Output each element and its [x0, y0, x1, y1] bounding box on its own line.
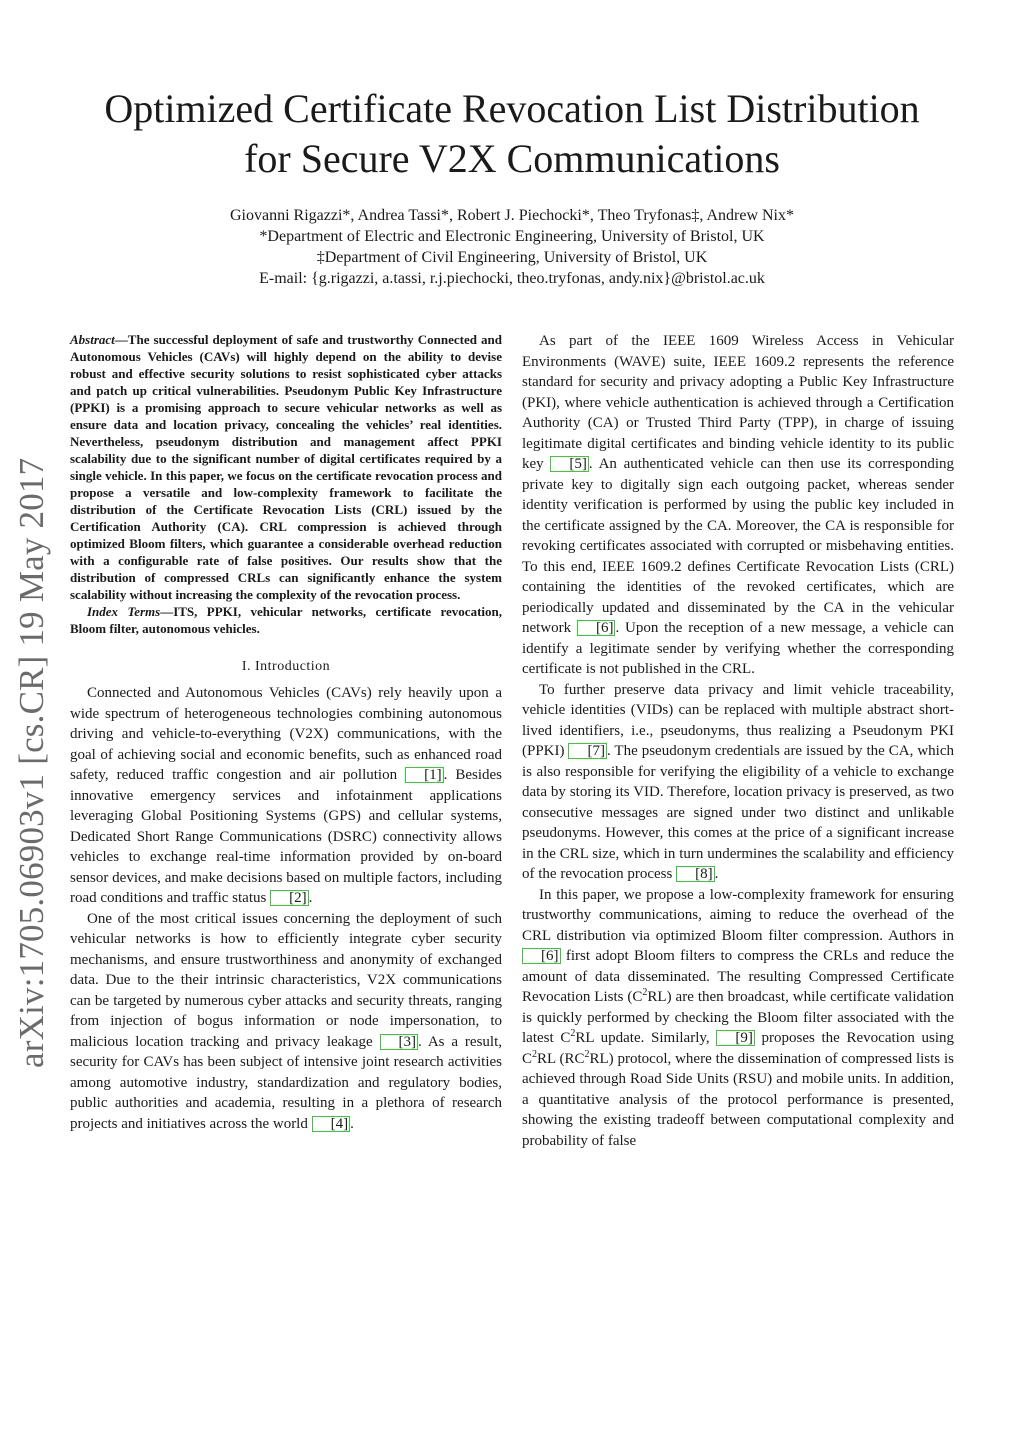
superscript-2: 2 [570, 1028, 576, 1039]
affiliation-2: ‡Department of Civil Engineering, University of Bristol, UK [316, 249, 708, 266]
abstract [70, 331, 502, 603]
intro-paragraph-3 [522, 331, 954, 680]
citation-link-7[interactable]: [7] [568, 743, 607, 759]
intro-p2-end: . [350, 1115, 354, 1132]
left-column [70, 331, 502, 1134]
citation-link-6[interactable]: [6] [577, 620, 616, 636]
intro-p2-text-a: One of the most critical issues concerning the deployment of such vehicular networks is how to efficiently integrate cyber security mechanisms, and ensure trustworthiness and anonymity of exchanged data. Due to the their intrinsic characteristics, V2X communications can be targeted by numerous cyber attacks and security threats, ranging from injection of bogus information or node impersonation, to malicious location tracking and privacy leakage [70, 910, 502, 1050]
citation-link-2[interactable]: [2] [270, 890, 309, 906]
index-terms [70, 603, 502, 637]
p5-text-g: RL) protocol, where the dissemination of compressed lists is achieved through Road Side Units (RSU) and mobile units. In addition, a quantitative analysis of the protocol performance is presented, showing the existing tradeoff between computational complexity and probability of false [522, 1050, 954, 1149]
abstract-text: —The successful deployment of safe and trustworthy Connected and Autonomous Vehicles (CAVs) will highly depend on the ability to devise robust and effective security solutions to resist sophisticated cyber attacks and patch up critical vulnerabilities. Pseudonym Public Key Infrastructure (PPKI) is a promising approach to secure vehicular networks as well as ensure data and location privacy, concealing the vehicles’ real identities. Nevertheless, pseudonym distribution and management affect PPKI scalability due to the significant number of digital certificates required by a single vehicle. In this paper, we focus on the certificate revocation process and propose a versatile and low-complexity framework to facilitate the distribution of the Certificate Revocation Lists (CRL) issued by the Certification Authority (CA). CRL compression is achieved through optimized Bloom filters, which guarantee a considerable overhead reduction with a configurable rate of false positives. Our results show that the distribution of compressed CRLs can significantly enhance the system scalability without increasing the complexity of the revocation process. [70, 332, 502, 602]
p3-text-a: As part of the IEEE 1609 Wireless Access in Vehicular Environments (WAVE) suite, IEEE 1609.2 represents the reference standard for security and privacy adopting a Public Key Infrastructure (PKI), where vehicle authentication is achieved through a Certification Authority (CA) or Trusted Third Party (TPP), in charge of issuing legitimate digital certificates and binding vehicle identity to its public key [522, 333, 954, 472]
intro-p1-end: . [308, 890, 313, 906]
title-line-2: for Secure V2X Communications [244, 136, 780, 181]
p5-text-d: RL update. Similarly, [575, 1030, 717, 1046]
p5-text-c: RL) are then broadcast, while certificate validation is quickly performed by checking the Bloom filter associated with the latest C [522, 989, 954, 1046]
section-heading-introduction: I. Introduction [241, 659, 331, 674]
p4-text-b: . The pseudonym credentials are issued by the CA, which is also responsible for verifying the eligibility of a vehicle to exchange data by storing its VID. Therefore, location privacy is preserved, as two consecutive messages are signed under two distinct and unlikable pseudonyms. However, this comes at the price of a significant increase in the CRL size, which in turn undermines the scalability and efficiency of the revocation process [522, 743, 954, 882]
citation-link-4[interactable]: [4] [312, 1116, 351, 1132]
intro-p1-text-b: . Besides innovative emergency services and infotainment applications leveraging Global Positioning Systems (GPS) and cellular systems, Dedicated Short Range Communications (DSRC) connectivity allows vehicles to exchange real-time information provided by on-board sensor devices, and make decisions based on multiple factors, including road conditions and traffic status [70, 767, 502, 906]
p5-text-e: proposes the Revocation using C [522, 1030, 954, 1067]
title-line-1: Optimized Certificate Revocation List Distribution [104, 86, 920, 131]
arxiv-sidebar-stamp [12, 457, 52, 1068]
author-email: E-mail: {g.rigazzi, a.tassi, r.j.piechocki, theo.tryfonas, andy.nix}@bristol.ac.uk [259, 270, 765, 287]
author-block [70, 205, 954, 289]
abstract-label: Abstract [70, 332, 115, 347]
intro-paragraph-4 [522, 680, 954, 885]
affiliation-1: *Department of Electric and Electronic Engineering, University of Bristol, UK [259, 228, 765, 245]
citation-link-9[interactable]: [9] [716, 1030, 755, 1046]
citation-link-3[interactable]: [3] [380, 1034, 419, 1050]
p5-text-a: In this paper, we propose a low-complexity framework for ensuring trustworthy communications, aiming to reduce the overhead of the CRL distribution via optimized Bloom filter compression. Authors in [522, 886, 954, 944]
citation-link-8[interactable]: [8] [676, 866, 715, 882]
right-column [522, 331, 954, 1151]
p3-text-c: . Upon the reception of a new message, a vehicle can identify a legitimate sender by verifying whether the corresponding certificate is not published in the CRL. [522, 620, 955, 677]
arxiv-identifier: arXiv:1705.06903v1 [cs.CR] 19 May 2017 [12, 457, 51, 1068]
intro-paragraph-5 [522, 885, 954, 1152]
citation-link-5[interactable]: [5] [550, 456, 589, 472]
paper-title [70, 84, 954, 184]
citation-link-6b[interactable]: [6] [522, 948, 561, 964]
p5-text-b: first adopt Bloom filters to compress the CRLs and reduce the amount of data disseminated. The resulting Compressed Certificate Revocation Lists (C [522, 948, 954, 1005]
author-names: Giovanni Rigazzi*, Andrea Tassi*, Robert J. Piechocki*, Theo Tryfonas‡, Andrew Nix* [230, 207, 794, 224]
intro-paragraph-1 [70, 683, 502, 909]
citation-link-1[interactable]: [1] [405, 767, 444, 783]
superscript-2: 2 [532, 1048, 538, 1060]
intro-paragraph-2 [70, 909, 502, 1135]
superscript-2: 2 [584, 1048, 590, 1060]
p3-text-b: . An authenticated vehicle can then use its corresponding private key to digitally sign each outgoing packet, whereas sender identity verification is performed by using the public key included in the certificate assigned by the CA. Moreover, the CA is responsible for revoking certificates associated with corrupted or misbehaving entities. To this end, IEEE 1609.2 defines Certificate Revocation Lists (CRL) containing the identities of the revoked certificates, which are periodically updated and disseminated by the CA in the vehicular network [522, 456, 954, 636]
p5-text-f: RL (RC [537, 1050, 585, 1067]
index-terms-label: Index Terms [87, 604, 161, 619]
p4-end: . [714, 866, 719, 882]
superscript-2: 2 [642, 987, 648, 998]
intro-p2-text-b: . As a result, security for CAVs has been subject of intensive joint research activities among automotive industry, standardization and regulatory bodies, public authorities and academia, resulting in a plethora of research projects and initiatives across the world [70, 1033, 502, 1132]
index-terms-text: —ITS, PPKI, vehicular networks, certificate revocation, Bloom filter, autonomous vehicles. [70, 604, 502, 636]
intro-p1-text-a: Connected and Autonomous Vehicles (CAVs) rely heavily upon a wide spectrum of heterogeneous technologies combining autonomous driving and vehicle-to-everything (V2X) communications, with the goal of achieving social and economic benefits, such as enhanced road safety, reduced traffic congestion and air pollution [70, 685, 502, 783]
p4-text-a: To further preserve data privacy and limit vehicle traceability, vehicle identities (VIDs) can be replaced with multiple abstract short-lived identifiers, i.e., pseudonyms, thus realizing a Pseudonym PKI (PPKI) [522, 681, 954, 759]
